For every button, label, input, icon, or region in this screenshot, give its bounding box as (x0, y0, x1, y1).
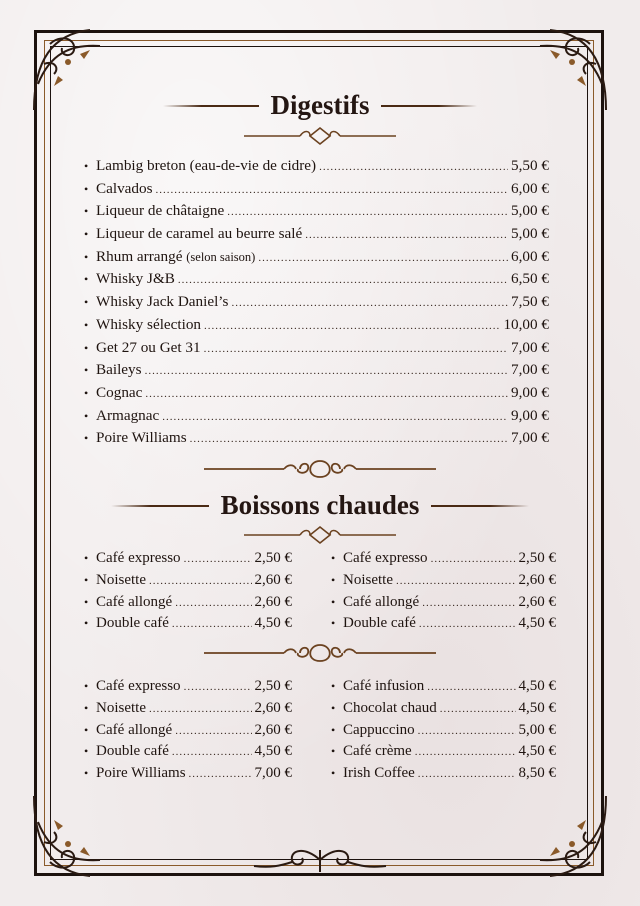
menu-item-price: 2,60 € (518, 593, 556, 610)
menu-item-name-text: Double café (96, 743, 169, 760)
title-rule-left (111, 505, 209, 507)
menu-item (331, 720, 556, 742)
menu-item (84, 676, 292, 698)
menu-item-price: 5,00 € (511, 225, 549, 243)
section-title-digestifs: Digestifs (270, 90, 370, 120)
menu-item-price: 9,00 € (511, 383, 549, 401)
bullet-icon: • (331, 572, 336, 587)
menu-item (331, 698, 556, 720)
hot-drinks-list (84, 676, 292, 785)
menu-item-price: 6,50 € (511, 270, 549, 288)
menu-item-name (96, 337, 201, 360)
corner-flourish-icon (520, 792, 610, 882)
menu-item-price: 7,00 € (511, 429, 549, 447)
menu-item-price: 2,50 € (254, 550, 292, 566)
menu-item-name-text: Irish Coffee (343, 765, 415, 782)
menu-item-price: 2,60 € (254, 593, 292, 610)
menu-item-price: 6,00 € (511, 247, 549, 265)
menu-item-name (343, 548, 428, 570)
menu-item-name-text: Café expresso (96, 678, 181, 694)
dot-leader (227, 201, 508, 224)
dot-leader (184, 549, 252, 571)
dot-leader (440, 699, 516, 721)
divider-flourish-icon (0, 126, 640, 146)
menu-item-name-text: Noisette (96, 571, 146, 588)
bullet-icon: • (84, 572, 89, 587)
menu-item-name (343, 741, 412, 763)
menu-item (331, 548, 556, 570)
dot-leader (418, 721, 516, 743)
bullet-icon: • (84, 616, 89, 631)
menu-item-name (96, 720, 172, 742)
dot-leader (190, 428, 508, 451)
menu-item (84, 268, 549, 291)
dot-leader (204, 338, 508, 361)
menu-item-name-text: Liqueur de châtaigne (96, 202, 225, 220)
menu-item-price: 4,50 € (254, 615, 292, 632)
menu-item-name-text: Noisette (343, 571, 393, 588)
digestifs-header (0, 90, 640, 121)
menu-item-name-text: Armagnac (96, 406, 160, 424)
bullet-icon: • (84, 700, 89, 715)
menu-item-name-text: Café expresso (343, 550, 428, 566)
menu-item-name (96, 405, 159, 428)
menu-item-name-text: Liqueur de caramel au beurre salé (96, 225, 303, 243)
menu-item-name (96, 359, 142, 382)
menu-item-price: 4,50 € (518, 699, 556, 716)
menu-item-name-text: Whisky sélection (96, 315, 202, 333)
menu-item-name-text: Double café (96, 615, 169, 632)
dot-leader (175, 593, 251, 615)
menu-item-name (96, 548, 181, 570)
menu-item (84, 337, 549, 360)
menu-item (84, 178, 549, 201)
bottom-flourish-icon (250, 846, 390, 876)
bullet-icon: • (84, 317, 89, 332)
menu-item-name-text: Café allongé (96, 593, 173, 610)
bullet-icon: • (331, 744, 336, 759)
menu-item-name (96, 268, 175, 291)
title-rule-right (431, 505, 529, 507)
menu-item (84, 314, 549, 337)
dot-leader (231, 292, 508, 315)
dot-leader (418, 764, 516, 786)
menu-item-name-text: Calvados (96, 179, 153, 197)
menu-item-price: 4,50 € (254, 743, 292, 760)
menu-item-price: 9,00 € (511, 406, 549, 424)
menu-item-name-text: Café allongé (343, 593, 420, 610)
bullet-icon: • (84, 159, 89, 173)
menu-item-name-text: Café crème (343, 743, 412, 760)
menu-item (84, 613, 292, 635)
dot-leader (156, 179, 509, 202)
menu-item-name-text: Chocolat chaud (343, 699, 437, 716)
menu-item-name (96, 592, 172, 614)
menu-item-price: 7,50 € (511, 293, 549, 311)
bullet-icon: • (84, 340, 89, 355)
dot-leader (149, 699, 252, 721)
menu-item-name-text: Rhum arrangé (96, 247, 183, 265)
menu-item-name (96, 763, 186, 785)
menu-item-name (96, 427, 187, 450)
menu-item-price: 2,50 € (518, 550, 556, 566)
bullet-icon: • (331, 679, 336, 693)
menu-item (84, 291, 549, 314)
menu-item (84, 246, 549, 269)
menu-item-name-text: Lambig breton (eau-de-vie de cidre) (96, 157, 317, 174)
menu-item-price: 2,60 € (254, 699, 292, 716)
menu-item-name-text: Café expresso (96, 550, 181, 566)
menu-item-price: 2,50 € (254, 678, 292, 694)
dot-leader (258, 247, 508, 270)
bullet-icon: • (331, 722, 336, 737)
menu-item-name-text: Café infusion (343, 678, 425, 694)
dot-leader (396, 571, 516, 593)
menu-item-name-text: Cognac (96, 383, 143, 401)
menu-item-name (96, 246, 255, 269)
dot-leader (178, 269, 508, 292)
menu-item-name-text: Café allongé (96, 721, 173, 738)
dot-leader (149, 571, 252, 593)
bullet-icon: • (84, 295, 89, 310)
menu-item (84, 720, 292, 742)
dot-leader (172, 742, 252, 764)
menu-item-name (96, 382, 142, 405)
menu-item-name (343, 613, 416, 635)
title-rule-right (381, 105, 477, 107)
bullet-icon: • (84, 722, 89, 737)
menu-item-price: 5,00 € (511, 202, 549, 220)
menu-item-name (343, 592, 419, 614)
menu-item (84, 405, 549, 428)
menu-item-name (96, 223, 302, 246)
menu-item-price: 7,00 € (511, 338, 549, 356)
section-title-boissons-chaudes: Boissons chaudes (220, 490, 420, 520)
menu-item-name-text: Poire Williams (96, 429, 187, 447)
menu-item (84, 359, 549, 382)
menu-item-name (96, 200, 224, 223)
menu-item (84, 548, 292, 570)
bullet-icon: • (331, 594, 336, 609)
bullet-icon: • (84, 204, 89, 219)
menu-item-price: 6,00 € (511, 179, 549, 197)
menu-item (84, 592, 292, 614)
menu-item (84, 698, 292, 720)
hot-drinks-list (331, 548, 556, 635)
bullet-icon: • (331, 551, 336, 565)
menu-item-name-text: Whisky J&B (96, 270, 175, 288)
menu-item-price: 4,50 € (518, 615, 556, 632)
dot-leader (145, 360, 508, 383)
menu-item-price: 7,00 € (254, 765, 292, 782)
menu-item-name-text: Baileys (96, 361, 142, 379)
bullet-icon: • (84, 551, 89, 565)
menu-item-name (343, 698, 437, 720)
menu-item (331, 763, 556, 785)
divider-flourish-icon (0, 525, 640, 545)
divider-flourish-icon (0, 458, 640, 480)
menu-item-name (96, 570, 146, 592)
menu-item-name (96, 613, 169, 635)
bullet-icon: • (84, 431, 89, 446)
dot-leader (419, 614, 516, 636)
menu-item (84, 155, 549, 178)
digestifs-list (84, 155, 549, 450)
boissons-chaudes-header (0, 490, 640, 521)
menu-item (331, 613, 556, 635)
dot-leader (175, 721, 251, 743)
dot-leader (431, 549, 516, 571)
dot-leader (184, 677, 252, 699)
menu-item-name (343, 570, 393, 592)
menu-item-name (343, 720, 415, 742)
menu-item (84, 223, 549, 246)
corner-flourish-icon (30, 792, 120, 882)
menu-item-name (96, 741, 169, 763)
menu-item-price: 2,60 € (254, 721, 292, 738)
bullet-icon: • (331, 616, 336, 631)
menu-item-price: 2,60 € (518, 571, 556, 588)
menu-item-name-text: Cappuccino (343, 721, 415, 738)
menu-item-price: 7,00 € (511, 361, 549, 379)
menu-item (331, 741, 556, 763)
menu-item-name-text: Get 27 ou Get 31 (96, 338, 201, 356)
menu-item-price: 4,50 € (518, 743, 556, 760)
bullet-icon: • (84, 181, 89, 196)
hot-drinks-list (84, 548, 292, 635)
menu-item-price: 5,00 € (518, 721, 556, 738)
menu-item-name (96, 314, 201, 337)
bullet-icon: • (84, 363, 89, 378)
menu-item-price: 8,50 € (518, 765, 556, 782)
bullet-icon: • (331, 700, 336, 715)
bullet-icon: • (84, 249, 89, 264)
menu-item-price: 2,60 € (254, 571, 292, 588)
menu-item (84, 382, 549, 405)
menu-item-note: (selon saison) (186, 249, 256, 264)
menu-item-price: 10,00 € (503, 315, 549, 333)
menu-item-name (96, 698, 146, 720)
menu-item (331, 570, 556, 592)
bullet-icon: • (84, 408, 89, 423)
menu-item (84, 200, 549, 223)
dot-leader (415, 742, 516, 764)
bullet-icon: • (84, 679, 89, 693)
menu-item-name-text: Whisky Jack Daniel’s (96, 293, 229, 311)
menu-item-name-text: Double café (343, 615, 416, 632)
menu-item-name (96, 178, 153, 201)
menu-item (84, 741, 292, 763)
dot-leader (189, 764, 252, 786)
divider-flourish-icon (0, 642, 640, 664)
menu-item-name (96, 155, 316, 178)
menu-item-name-text: Noisette (96, 699, 146, 716)
menu-item (331, 592, 556, 614)
dot-leader (427, 677, 515, 699)
bullet-icon: • (84, 385, 89, 400)
dot-leader (172, 614, 252, 636)
dot-leader (145, 383, 508, 406)
hot-drinks-list (331, 676, 556, 785)
menu-item (84, 763, 292, 785)
menu-item (84, 570, 292, 592)
menu-item-price: 4,50 € (518, 678, 556, 694)
bullet-icon: • (84, 744, 89, 759)
menu-item-name (96, 291, 228, 314)
bullet-icon: • (84, 272, 89, 287)
bullet-icon: • (331, 766, 336, 781)
menu-item-name-text: Poire Williams (96, 765, 186, 782)
bullet-icon: • (84, 594, 89, 609)
menu-item-name (343, 676, 424, 698)
menu-item-name (343, 763, 415, 785)
dot-leader (422, 593, 515, 615)
bullet-icon: • (84, 766, 89, 781)
menu-item (84, 427, 549, 450)
menu-item (331, 676, 556, 698)
menu-item-price: 5,50 € (511, 157, 549, 174)
dot-leader (305, 224, 508, 247)
title-rule-left (163, 105, 259, 107)
bullet-icon: • (84, 227, 89, 242)
dot-leader (319, 156, 508, 179)
dot-leader (204, 315, 500, 338)
menu-item-name (96, 676, 181, 698)
dot-leader (162, 406, 508, 429)
